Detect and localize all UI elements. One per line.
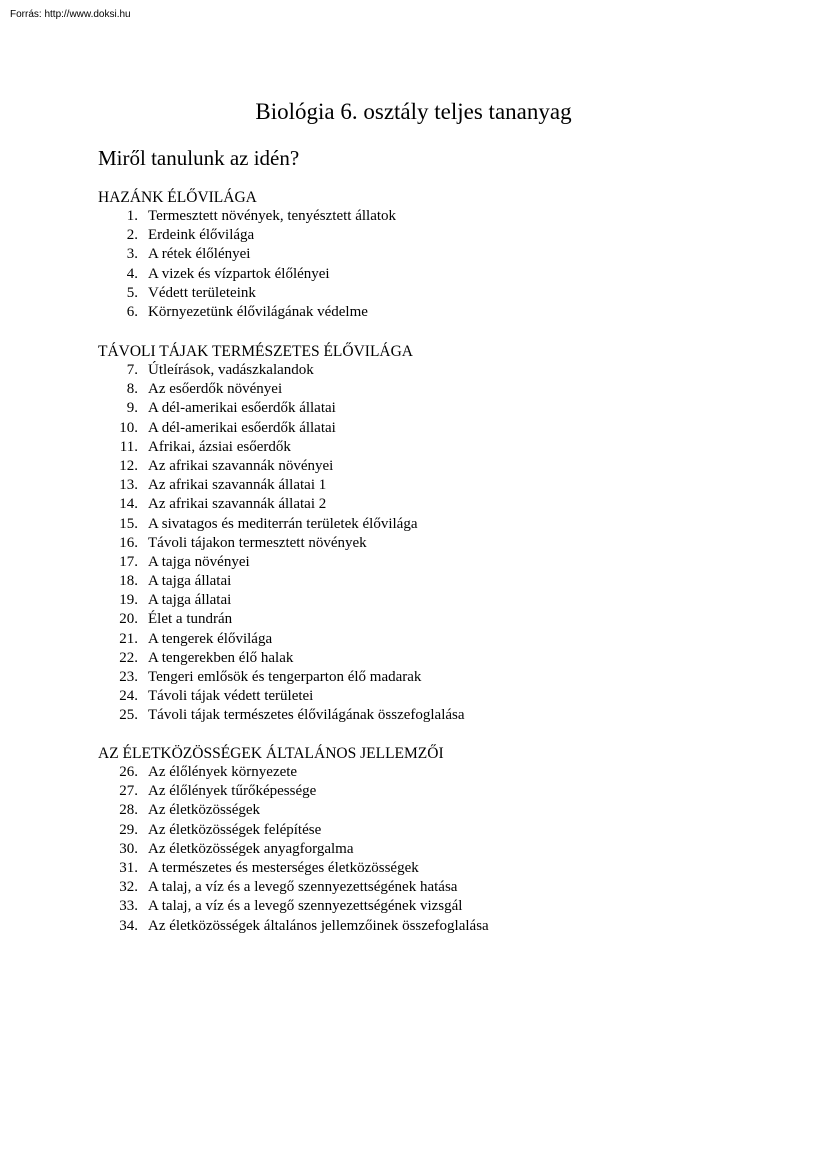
list-item-number: 27. (119, 783, 138, 800)
list-item (98, 782, 798, 801)
section-tavoli-tajak (98, 342, 798, 726)
list-item-text: Az afrikai szavannák állatai 1 (148, 477, 327, 494)
list-item (98, 859, 798, 878)
list-item-number: 19. (119, 592, 138, 609)
list-item-text: A vizek és vízpartok élőlényei (148, 265, 330, 282)
list-item-number: 12. (119, 457, 138, 474)
section-heading: AZ ÉLETKÖZÖSSÉGEK ÁLTALÁNOS JELLEMZŐI (98, 745, 444, 762)
topic-list (98, 361, 798, 726)
list-item (98, 668, 798, 687)
list-item-number: 29. (119, 821, 138, 838)
list-item (98, 763, 798, 782)
list-item-text: A talaj, a víz és a levegő szennyezettségének hatása (148, 879, 458, 896)
topic-list (98, 207, 798, 322)
list-item-text: Afrikai, ázsiai esőerdők (148, 438, 291, 455)
list-item-text: Erdeink élővilága (148, 227, 255, 244)
list-item (98, 284, 798, 303)
list-item-number: 34. (119, 917, 138, 934)
list-item-text: Tengeri emlősök és tengerparton élő madarak (148, 669, 422, 685)
list-item (98, 515, 798, 534)
list-item-number: 21. (119, 630, 138, 647)
list-item-text: Az életközösségek anyagforgalma (148, 840, 354, 857)
list-item (98, 380, 798, 399)
list-item (98, 457, 798, 476)
list-item-text: A tajga állatai (148, 592, 232, 609)
list-item (98, 878, 798, 897)
section-heading: TÁVOLI TÁJAK TERMÉSZETES ÉLŐVILÁGA (98, 343, 413, 360)
list-item-text: Az életközösségek felépítése (148, 821, 322, 838)
list-item (98, 361, 798, 380)
list-item-number: 14. (119, 496, 138, 513)
list-item-number: 3. (126, 246, 138, 263)
list-item-number: 26. (119, 764, 138, 780)
list-item-number: 17. (119, 553, 138, 570)
list-item-number: 18. (119, 573, 138, 590)
list-item (98, 917, 798, 936)
list-item-text: Távoli tájakon termesztett növények (148, 534, 367, 551)
list-item-text: Védett területeink (148, 284, 256, 301)
list-item-number: 30. (119, 840, 138, 857)
list-item-text: Az életközösségek általános jellemzőinek összefoglalása (148, 917, 489, 934)
list-item-number: 33. (119, 898, 138, 915)
list-item-number: 25. (119, 707, 138, 724)
list-item (98, 495, 798, 514)
list-item (98, 630, 798, 649)
list-item-text: Az afrikai szavannák állatai 2 (148, 496, 327, 513)
list-item-text: A természetes és mesterséges életközösségek (148, 859, 419, 876)
list-item (98, 245, 798, 264)
list-item-text: A rétek élőlényei (148, 246, 251, 263)
list-item-number: 2. (126, 227, 138, 244)
list-item (98, 419, 798, 438)
list-item-number: 11. (119, 438, 138, 455)
list-item-number: 31. (119, 859, 138, 876)
list-item (98, 801, 798, 820)
list-item (98, 687, 798, 706)
list-item-text: Termesztett növények, tenyésztett állatok (148, 208, 397, 224)
list-item (98, 610, 798, 629)
list-item-number: 24. (119, 688, 138, 705)
list-item-text: Távoli tájak védett területei (148, 688, 314, 705)
list-item-text: Élet a tundrán (148, 611, 233, 628)
list-item-number: 4. (126, 265, 138, 282)
list-item-number: 22. (119, 649, 138, 666)
list-item-number: 9. (126, 400, 138, 417)
list-item-number: 28. (119, 802, 138, 819)
list-item-number: 10. (119, 419, 138, 436)
list-item-text: A tengerekben élő halak (148, 649, 294, 666)
list-item-number: 23. (119, 669, 138, 685)
list-item-text: Távoli tájak természetes élővilágának összefoglalása (148, 707, 465, 724)
list-item (98, 840, 798, 859)
page-subtitle: Miről tanulunk az idén? (98, 146, 300, 170)
list-item-number: 16. (119, 534, 138, 551)
list-item (98, 553, 798, 572)
list-item (98, 649, 798, 668)
topic-list (98, 763, 798, 936)
list-item-number: 20. (119, 611, 138, 628)
list-item-number: 8. (126, 381, 138, 398)
list-item-text: Az esőerdők növényei (148, 381, 283, 398)
list-item-text: Az élőlények környezete (148, 764, 298, 780)
list-item (98, 399, 798, 418)
section-heading: HAZÁNK ÉLŐVILÁGA (98, 189, 257, 206)
section-eletkozossegek (98, 744, 798, 936)
list-item (98, 534, 798, 553)
list-item-text: A tengerek élővilága (148, 630, 273, 647)
list-item (98, 591, 798, 610)
list-item-number: 5. (126, 284, 138, 301)
list-item (98, 476, 798, 495)
list-item-text: Útleírások, vadászkalandok (148, 362, 314, 378)
list-item (98, 572, 798, 591)
list-item-text: Az életközösségek (148, 802, 261, 819)
list-item-text: Az afrikai szavannák növényei (148, 457, 334, 474)
list-item-text: A dél-amerikai esőerdők állatai (148, 419, 336, 436)
list-item-number: 1. (126, 208, 138, 224)
list-item (98, 207, 798, 226)
page-title (0, 99, 827, 125)
list-item-number: 32. (119, 879, 138, 896)
section-hazank-elovilaga (98, 188, 798, 322)
list-item-number: 13. (119, 477, 138, 494)
list-item-text: A tajga növényei (148, 553, 250, 570)
list-item-number: 15. (119, 515, 138, 532)
list-item (98, 821, 798, 840)
list-item-number: 6. (126, 303, 138, 320)
list-item (98, 897, 798, 916)
list-item (98, 226, 798, 245)
list-item (98, 706, 798, 725)
list-item-text: A tajga állatai (148, 573, 232, 590)
list-item (98, 265, 798, 284)
list-item-number: 7. (126, 362, 138, 378)
list-item-text: A talaj, a víz és a levegő szennyezettségének vizsgál (148, 898, 463, 915)
list-item (98, 303, 798, 322)
list-item-text: A dél-amerikai esőerdők állatai (148, 400, 336, 417)
source-url: Forrás: http://www.doksi.hu (10, 9, 131, 20)
list-item-text: Az élőlények tűrőképessége (148, 783, 317, 800)
page-title-text: Biológia 6. osztály teljes tananyag (255, 99, 572, 124)
list-item-text: A sivatagos és mediterrán területek élővilága (148, 515, 418, 532)
list-item (98, 438, 798, 457)
list-item-text: Környezetünk élővilágának védelme (148, 303, 368, 320)
